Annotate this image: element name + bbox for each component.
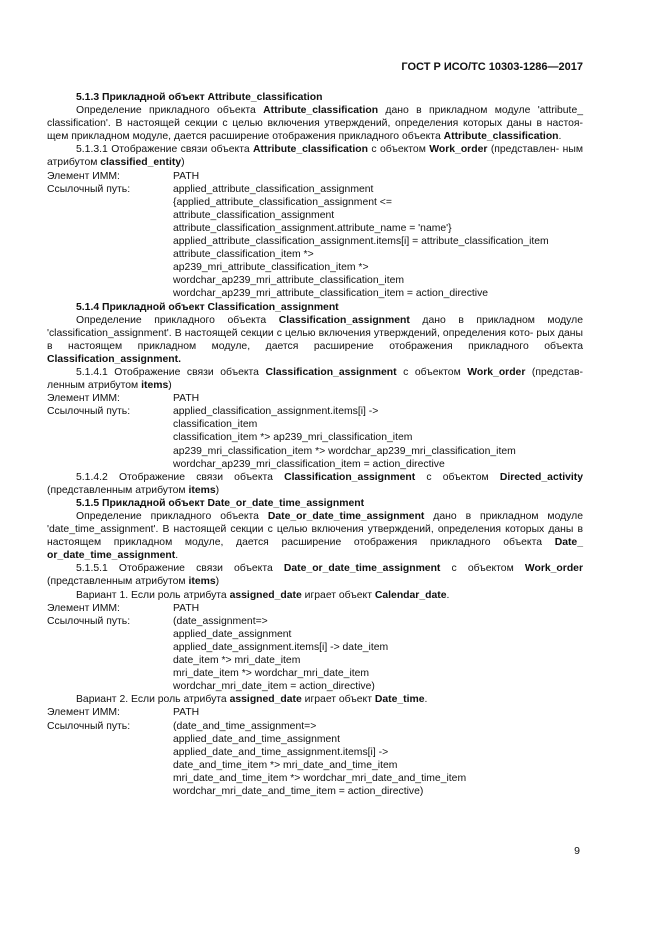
mapping-paragraph: 5.1.4.1 Отображение связи объекта Classification_assignment с объектом Work_order (представ- ленным атрибутом items)	[47, 366, 583, 392]
section-heading: 5.1.4 Прикладной объект Classification_assignment	[76, 301, 339, 313]
path-line: date_item *> mri_date_item	[173, 655, 301, 667]
path-line: wordchar_ap239_mri_attribute_classification_item	[173, 275, 405, 287]
path-line: wordchar_mri_date_and_time_item = action_directive)	[173, 785, 424, 797]
path-line: applied_attribute_classification_assignment	[173, 183, 374, 195]
path-line: mri_date_and_time_item *> wordchar_mri_date_and_time_item	[173, 772, 467, 784]
path-line: attribute_classification_item *>	[173, 249, 314, 261]
path-line: {applied_attribute_classification_assignment <=	[173, 196, 392, 208]
page-number: 9	[574, 845, 580, 857]
definition-paragraph: Определение прикладного объекта Date_or_date_time_assignment дано в прикладном модуле 'date_time_assignment'. В настоящей секции с целью включения утверждений, определения которых даны в настоящем прикладном модуле, дается расширение отображения прикладного объекта Date_ or_date_time_assignment.	[47, 511, 583, 562]
path-line: applied_date_and_time_assignment	[173, 733, 340, 745]
variant-paragraph: Вариант 1. Если роль атрибута assigned_date играет объект Calendar_date.	[76, 589, 450, 601]
path-line: mri_date_item *> wordchar_mri_date_item	[173, 668, 370, 680]
path-line: ap239_mri_classification_item *> wordchar_ap239_mri_classification_item	[173, 445, 516, 457]
reference-path-row: Ссылочный путь: applied_classification_assignment.items[i] -> classification_item classification_item *> ap239_mri_classification_item ap239_mri_classification_item *> wordchar_ap239_mri_classification_item wordchar_ap239_mri_classification_item = action_directive	[47, 405, 583, 470]
section-heading: 5.1.5 Прикладной объект Date_or_date_time_assignment	[76, 497, 365, 509]
element-row: Элемент ИММ: PATH	[47, 170, 200, 182]
variant-paragraph: Вариант 2. Если роль атрибута assigned_date играет объект Date_time.	[76, 694, 428, 706]
reference-path-row: Ссылочный путь: (date_assignment=> applied_date_assignment applied_date_assignment.items[i] -> date_item date_item *> mri_date_item mri_date_item *> wordchar_mri_date_item wordchar_mri_date_item = action_directive)	[47, 615, 583, 694]
path-line: ap239_mri_attribute_classification_item *>	[173, 262, 369, 274]
definition-paragraph: Определение прикладного объекта Attribute_classification дано в прикладном модуле 'attribute_ classification'. В настоящей секции с целью включения утверждений, определения которых даны в настоя- щем прикладном модуле, дается расширение отображения прикладного объекта Attribute_classification.	[47, 105, 584, 143]
page-content	[47, 91, 583, 798]
path-line: (date_and_time_assignment=>	[173, 720, 317, 732]
mapping-paragraph: 5.1.4.2 Отображение связи объекта Classification_assignment с объектом Directed_activity (представленным атрибутом items)	[47, 471, 583, 496]
document-header: ГОСТ Р ИСО/ТС 10303-1286—2017	[401, 61, 583, 73]
path-line: applied_date_and_time_assignment.items[i] ->	[173, 746, 389, 758]
definition-paragraph: Определение прикладного объекта Classification_assignment дано в прикладном модуле 'classification_assignment'. В настоящей секции с целью включения утверждений, определения кото- рых даны в настоящем прикладном модуле, дается расширение отображения прикладного объекта Classification_assignment.	[47, 314, 583, 365]
path-line: applied_classification_assignment.items[i] ->	[173, 406, 379, 418]
path-line: date_and_time_item *> mri_date_and_time_item	[173, 759, 398, 771]
mapping-paragraph: 5.1.3.1 Отображение связи объекта Attribute_classification с объектом Work_order (представлен- ным атрибутом classified_entity)	[47, 144, 583, 169]
path-line: attribute_classification_assignment.attribute_name = 'name'}	[173, 222, 452, 234]
path-line: applied_attribute_classification_assignment.items[i] = attribute_classification_item	[173, 236, 549, 248]
element-row: Элемент ИММ: PATH	[47, 602, 200, 614]
path-line: applied_date_assignment.items[i] -> date_item	[173, 641, 389, 653]
element-row: Элемент ИММ: PATH	[47, 707, 200, 719]
path-line: classification_item	[173, 419, 258, 431]
reference-path-row: Ссылочный путь: (date_and_time_assignment=> applied_date_and_time_assignment applied_date_and_time_assignment.items[i] -> date_and_time_item *> mri_date_and_time_item mri_date_and_time_item *> wordchar_mri_date_and_time_item wordchar_mri_date_and_time_item = action_directive)	[47, 720, 583, 799]
path-line: wordchar_ap239_mri_classification_item = action_directive	[173, 458, 445, 470]
reference-path-row: Ссылочный путь: applied_attribute_classification_assignment {applied_attribute_classification_assignment <= attribute_classification_assignment attribute_classification_assignment.attribute_name = 'name'} applied_attribute_classification_assignment.items[i] = attribute_classification_item attribute_classification_item *> ap239_mri_attribute_classification_item *> wordchar_ap239_mri_attribute_classification_item wordchar_ap239_mri_attribute_classification_item = action_directive	[47, 183, 583, 301]
path-line: applied_date_assignment	[173, 628, 292, 640]
path-line: classification_item *> ap239_mri_classification_item	[173, 432, 413, 444]
element-row: Элемент ИММ: PATH	[47, 393, 200, 405]
path-line: (date_assignment=>	[173, 615, 268, 627]
section-heading: 5.1.3 Прикладной объект Attribute_classification	[76, 92, 323, 103]
path-line: wordchar_ap239_mri_attribute_classification_item = action_directive	[173, 288, 489, 300]
mapping-paragraph: 5.1.5.1 Отображение связи объекта Date_or_date_time_assignment с объектом Work_order (представленным атрибутом items)	[47, 563, 583, 588]
path-line: attribute_classification_assignment	[173, 209, 335, 221]
path-line: wordchar_mri_date_item = action_directive)	[173, 681, 375, 693]
